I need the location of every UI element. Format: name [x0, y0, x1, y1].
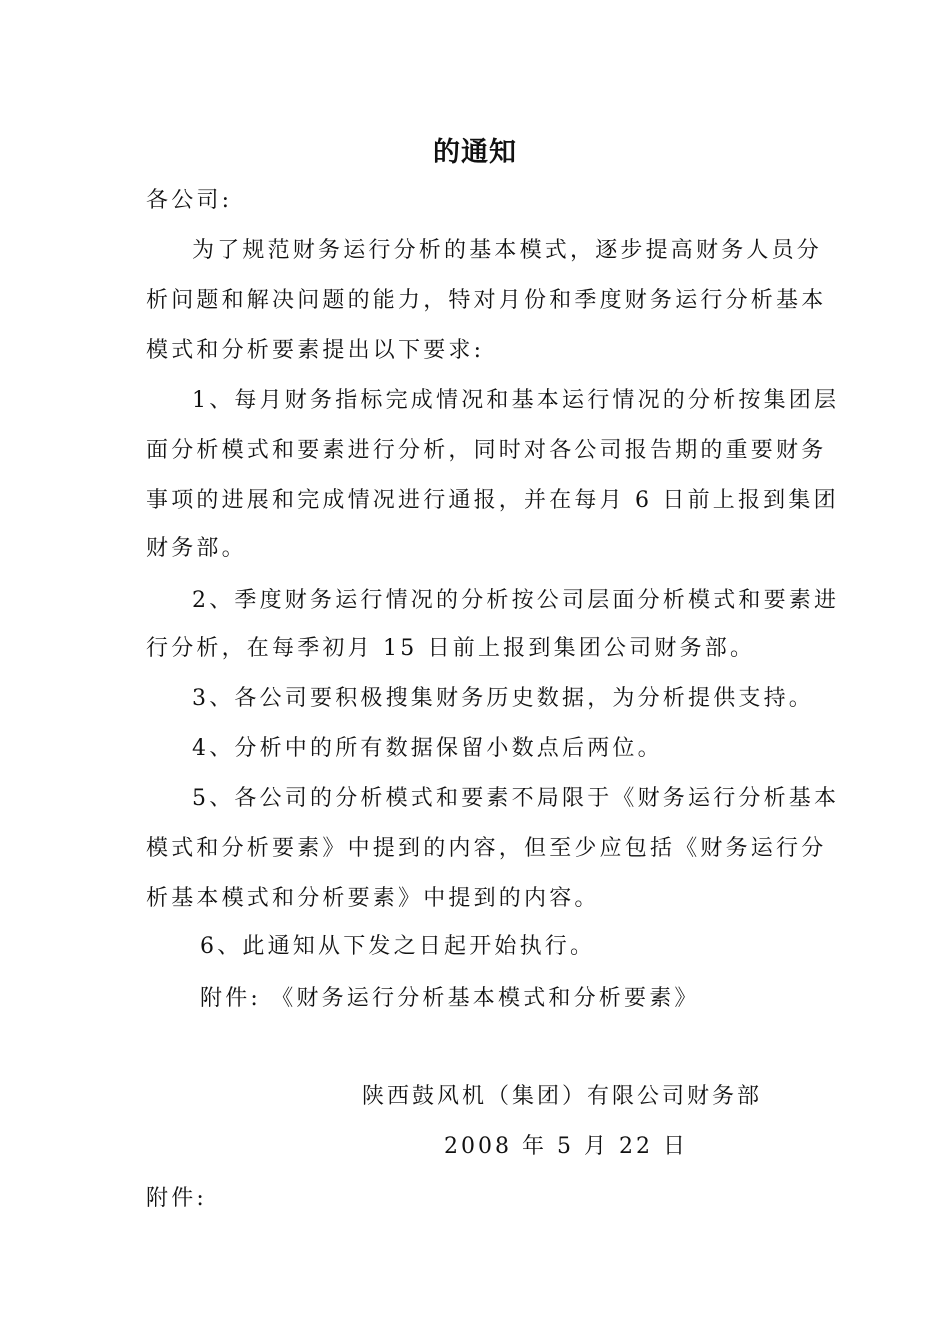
item6-line: 6、此通知从下发之日起开始执行。	[200, 934, 596, 959]
page-title: 的通知	[433, 137, 517, 168]
item1-line-2: 面分析模式和要素进行分析，同时对各公司报告期的重要财务	[146, 438, 827, 463]
item5-line-2: 模式和分析要素》中提到的内容，但至少应包括《财务运行分	[146, 836, 827, 861]
intro-line-1: 为了规范财务运行分析的基本模式，逐步提高财务人员分	[192, 238, 823, 263]
item2-line-1: 2、季度财务运行情况的分析按公司层面分析模式和要素进	[192, 588, 840, 613]
item5-line-1: 5、各公司的分析模式和要素不局限于《财务运行分析基本	[192, 786, 840, 811]
item5-line-3: 析基本模式和分析要素》中提到的内容。	[146, 886, 600, 911]
item2-line-2: 行分析，在每季初月 15 日前上报到集团公司财务部。	[146, 636, 756, 661]
item1-line-3: 事项的进展和完成情况进行通报，并在每月 6 日前上报到集团	[146, 488, 839, 513]
item4-line: 4、分析中的所有数据保留小数点后两位。	[192, 736, 663, 761]
signature-org: 陕西鼓风机（集团）有限公司财务部	[362, 1084, 763, 1109]
attachment-line: 附件: 《财务运行分析基本模式和分析要素》	[200, 986, 700, 1011]
salutation: 各公司:	[146, 188, 233, 213]
item1-line-4: 财务部。	[146, 536, 247, 561]
footer-attachment: 附件:	[146, 1186, 208, 1211]
intro-line-3: 模式和分析要素提出以下要求:	[146, 338, 485, 363]
item1-line-1: 1、每月财务指标完成情况和基本运行情况的分析按集团层	[192, 388, 840, 413]
intro-line-2: 析问题和解决问题的能力，特对月份和季度财务运行分析基本	[146, 288, 827, 313]
signature-date: 2008 年 5 月 22 日	[444, 1134, 688, 1159]
item3-line: 3、各公司要积极搜集财务历史数据，为分析提供支持。	[192, 686, 814, 711]
